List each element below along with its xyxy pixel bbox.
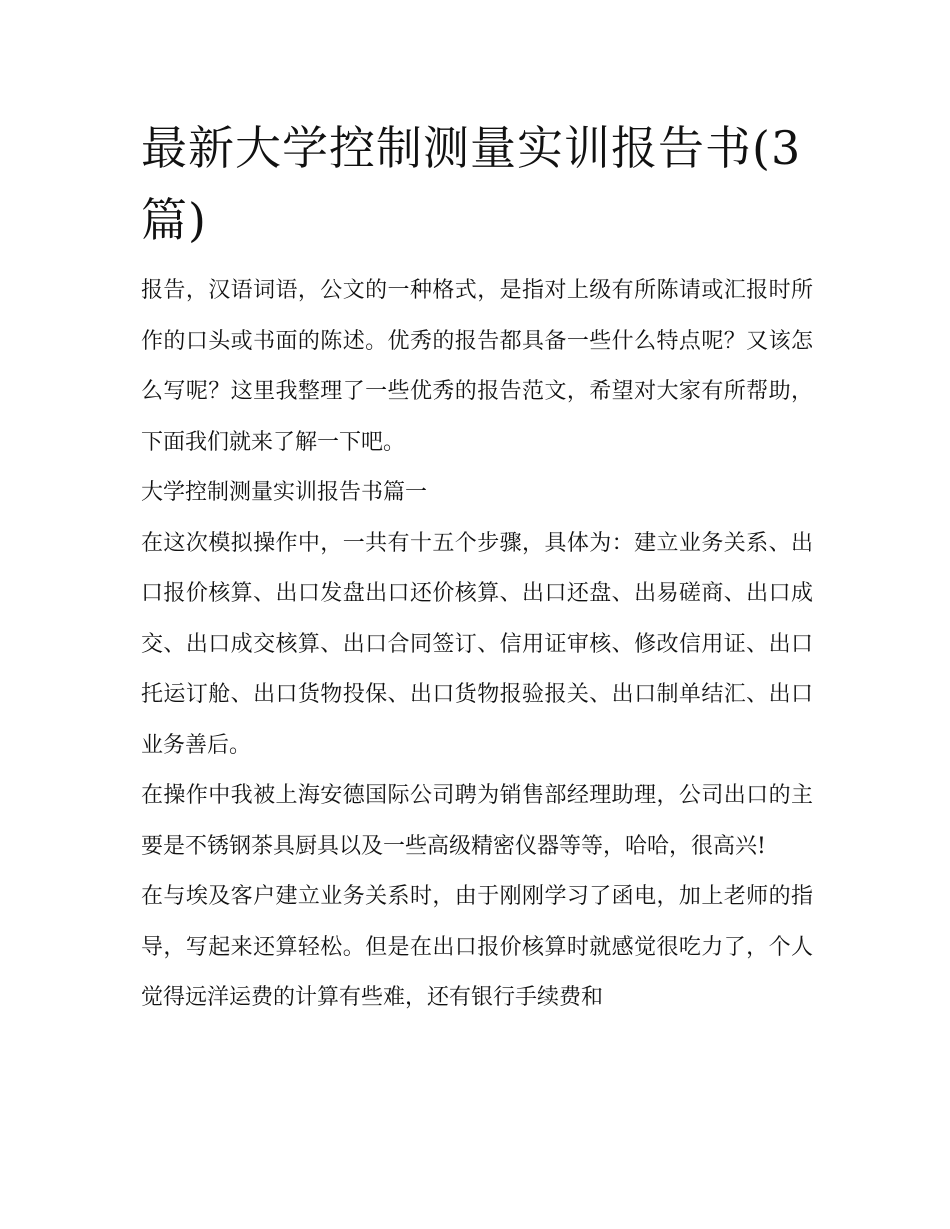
section-heading: 大学控制测量实训报告书篇一: [141, 480, 428, 505]
intro-paragraph: 报告，汉语词语，公文的一种格式，是指对上级有所陈请或汇报时所作的口头或书面的陈述。优秀的报告都具备一些什么特点呢？又该怎么写呢？这里我整理了一些优秀的报告范文，希望对大家有所帮助，下面我们就来了解一下吧。: [141, 278, 813, 455]
document-title: 最新大学控制测量实训报告书(3篇): [141, 121, 802, 247]
body-paragraph: 在与埃及客户建立业务关系时，由于刚刚学习了函电，加上老师的指导，写起来还算轻松。但是在出口报价核算时就感觉很吃力了，个人觉得远洋运费的计算有些难，还有银行手续费和: [141, 884, 813, 1010]
body-paragraph: 在操作中我被上海安德国际公司聘为销售部经理助理，公司出口的主要是不锈钢茶具厨具以及一些高级精密仪器等等，哈哈，很高兴!: [141, 783, 813, 859]
body-paragraph: 在这次模拟操作中，一共有十五个步骤，具体为：建立业务关系、出口报价核算、出口发盘出口还价核算、出口还盘、出易磋商、出口成交、出口成交核算、出口合同签订、信用证审核、修改信用证、出口托运订舱、出口货物投保、出口货物报验报关、出口制单结汇、出口业务善后。: [141, 530, 813, 758]
document-page: [141, 112, 813, 1024]
